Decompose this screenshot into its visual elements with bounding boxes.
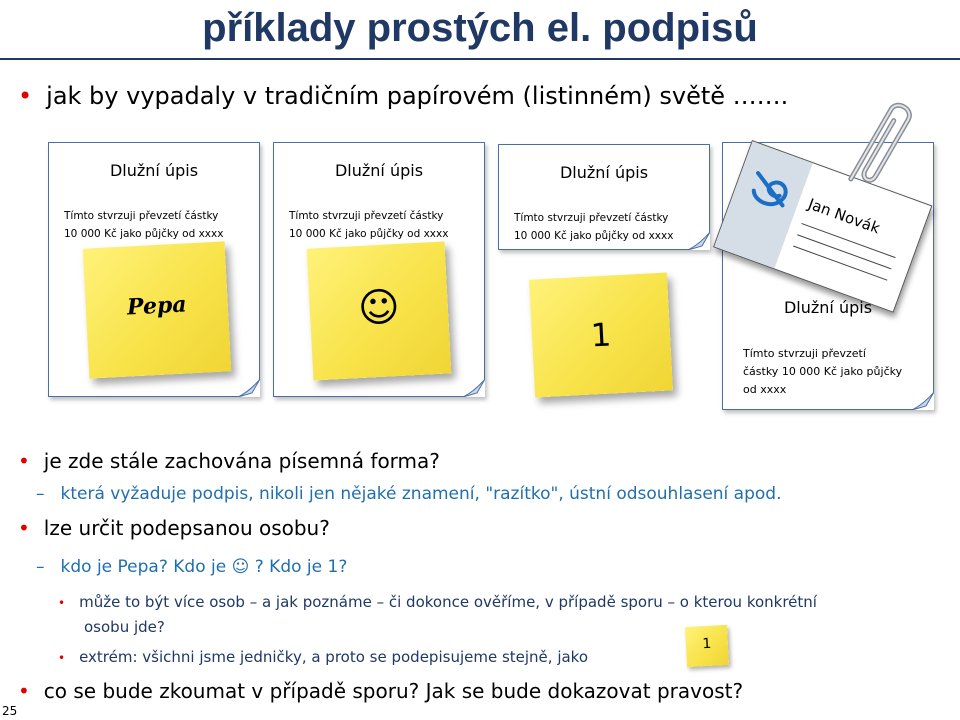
card-text <box>514 209 673 245</box>
id-card-name: Jan Novák <box>805 194 883 238</box>
card-text <box>64 207 223 243</box>
bullet-text: může to být více osob – a jak poznáme – či dokonce ověříme, v případě sporu – o kterou konkrétní <box>79 593 817 611</box>
card-text-line: Tímto stvrzuji převzetí částky <box>514 212 669 224</box>
bullet-text: kdo je Pepa? Kdo je <box>60 557 227 577</box>
card-text-line: Tímto stvrzuji převzetí částky <box>64 210 219 222</box>
sub-bullet-who-is <box>36 557 347 577</box>
card-text-line: 10 000 Kč jako půjčky od xxxx <box>64 228 224 240</box>
sticky-note-number: 1 <box>589 315 613 355</box>
paperclip-icon <box>842 90 922 200</box>
card-title: Dlužní úpis <box>559 163 649 182</box>
bullet-text: osobu jde? <box>84 618 165 636</box>
intro-bullet <box>18 82 788 110</box>
bullet-marker: • <box>18 679 30 703</box>
bullet-marker: • <box>18 82 33 110</box>
sticky-note-smiley <box>307 241 452 380</box>
page-curl-icon <box>238 379 260 397</box>
card-title: Dlužní úpis <box>783 298 873 317</box>
card-text-line: 10 000 Kč jako půjčky od xxxx <box>289 228 449 240</box>
bullet-text: ? Kdo je 1? <box>254 557 348 577</box>
page-curl-icon <box>912 392 934 410</box>
dash-marker: – <box>36 484 45 504</box>
card-text-line: 10 000 Kč jako půjčky od xxxx <box>514 230 674 242</box>
smiley-icon: ☺ <box>231 557 250 577</box>
page-title: příklady prostých el. podpisů <box>202 6 758 50</box>
sticky-note-one <box>529 272 673 397</box>
sub-sub-bullet-multiple-persons <box>58 589 817 616</box>
card-title: Dlužní úpis <box>109 161 199 180</box>
card-text-line: Tímto stvrzuji převzetí <box>743 347 866 360</box>
page-number: 25 <box>2 704 18 718</box>
bullet-text: je zde stále zachována písemná forma? <box>43 449 440 473</box>
bullet-marker: • <box>18 449 30 473</box>
bullet-dispute <box>18 679 743 703</box>
card-text-line: od xxxx <box>743 383 787 396</box>
sticky-note-smiley-icon: ☺ <box>356 283 401 333</box>
bullet-written-form <box>18 449 440 473</box>
sub-bullet-signature-required <box>36 484 781 504</box>
card-title: Dlužní úpis <box>334 161 424 180</box>
sub-sub-bullet-continuation <box>84 614 165 640</box>
bullet-identify-signer <box>18 516 330 540</box>
sticky-note-pepa <box>83 241 232 378</box>
intro-text: jak by vypadaly v tradičním papírovém (listinném) světě ……. <box>46 82 789 110</box>
small-sticky-note <box>685 625 729 667</box>
bullet-text: extrém: všichni jsme jedničky, a proto se podepisujeme stejně, jako <box>79 648 589 666</box>
promissory-note-card-3 <box>498 144 710 250</box>
small-sticky-note-number: 1 <box>702 635 712 653</box>
page-curl-icon <box>688 232 710 250</box>
sub-sub-bullet-extreme <box>58 644 588 671</box>
card-text <box>289 207 448 243</box>
bullet-marker: • <box>58 596 66 610</box>
bullet-marker: • <box>58 651 66 665</box>
card-text-line: částky 10 000 Kč jako půjčky <box>743 365 903 378</box>
bullet-marker: • <box>18 516 30 540</box>
bullet-text: lze určit podepsanou osobu? <box>43 516 330 540</box>
card-text <box>743 345 902 399</box>
page-curl-icon <box>463 379 485 397</box>
sticky-note-signature: Pepa <box>126 291 188 321</box>
bullet-text: co se bude zkoumat v případě sporu? Jak se bude dokazovat pravost? <box>43 679 744 703</box>
dash-marker: – <box>36 557 45 577</box>
card-text-line: Tímto stvrzuji převzetí částky <box>289 210 444 222</box>
bullet-text: která vyžaduje podpis, nikoli jen nějaké znamení, "razítko", ústní odsouhlasení apod. <box>60 484 782 504</box>
title-divider <box>0 58 960 60</box>
